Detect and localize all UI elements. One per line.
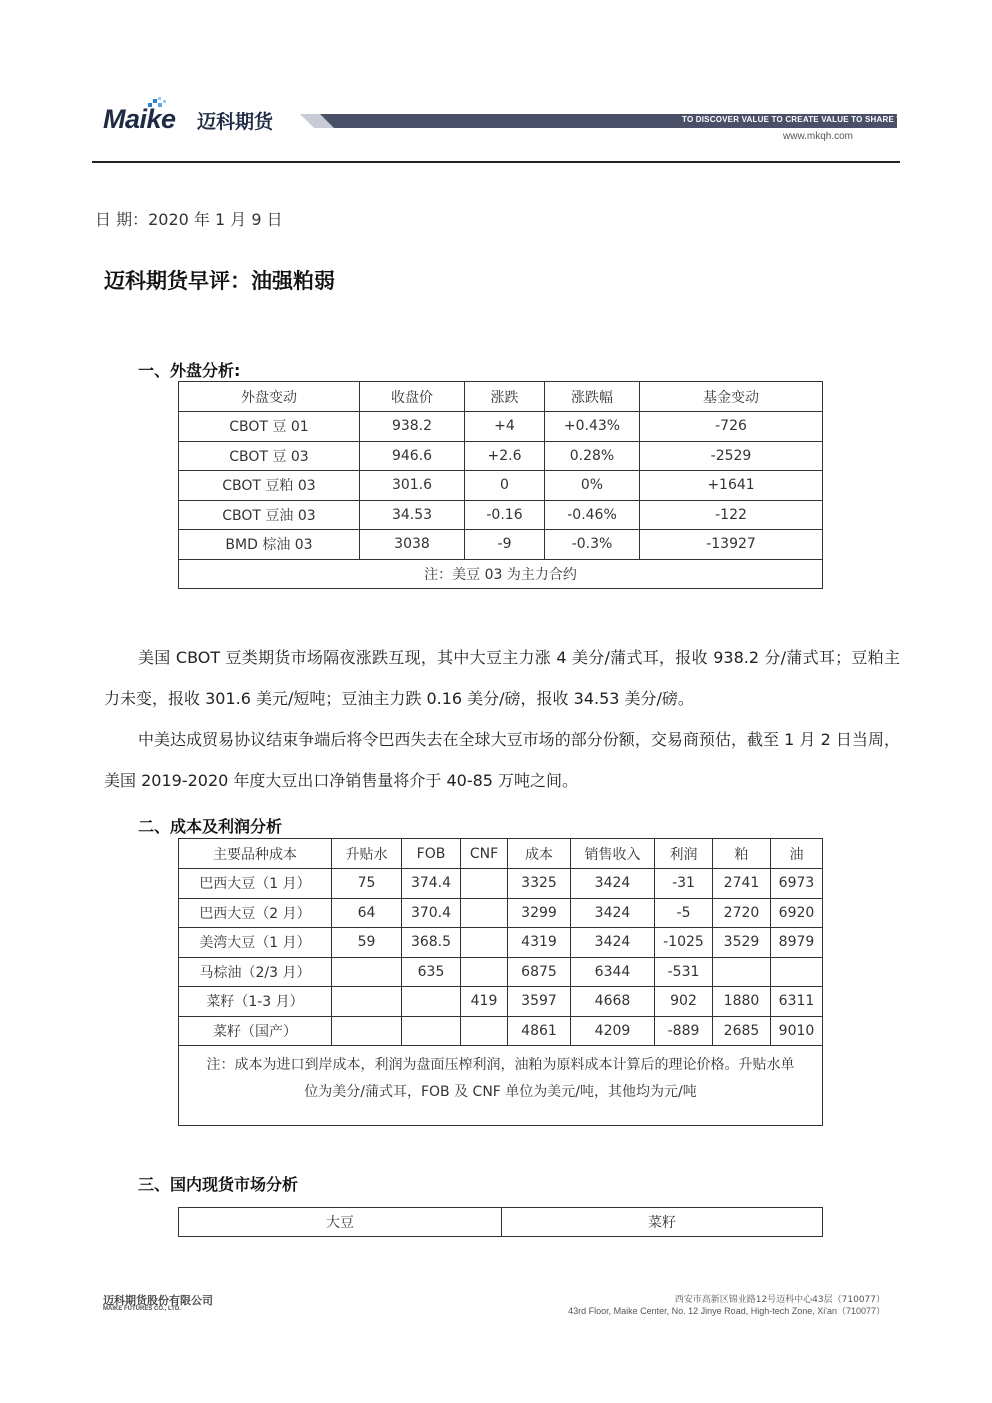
table1-cell: -9 [465,530,545,560]
table2-header-cell: 主要品种成本 [179,839,332,869]
logo-text: Maike [103,104,176,134]
table2-note-line2: 位为美分/蒲式耳，FOB 及 CNF 单位为美元/吨，其他均为元/吨 [304,1084,697,1100]
table2-cell [402,987,461,1017]
footer-address-cn: 西安市高新区锦业路12号迈科中心43层（710077） [674,1295,885,1305]
table1-cell: 0 [465,471,545,501]
section3-heading: 三、国内现货市场分析 [138,1175,299,1194]
table1-cell: CBOT 豆 03 [179,441,360,471]
table2-cell: 3424 [571,869,655,899]
table1-row [179,530,823,560]
spot-col-soybean: 大豆 [179,1208,502,1237]
overseas-market-table [178,381,823,589]
table1-cell: 938.2 [360,412,465,442]
table2-cell: 3597 [508,987,571,1017]
date-line: 日 期：2020 年 1 月 9 日 [95,210,283,229]
table2-header-cell: 粕 [713,839,771,869]
paragraph-1: 美国 CBOT 豆类期货市场隔夜涨跌互现，其中大豆主力涨 4 美分/蒲式耳，报收 938.2 分/蒲式耳；豆粕主力未变，报收 301.6 美元/短吨；豆油主力跌 0.16 美分/磅，报收 34.53 美分/磅。 [104,648,900,708]
table1-row [179,500,823,530]
table2-cell: 巴西大豆（1 月） [179,869,332,899]
table2-header-cell: 销售收入 [571,839,655,869]
table2-cell [332,987,402,1017]
spot-market-table [178,1207,823,1237]
table2-cell [402,1016,461,1046]
page-title: 迈科期货早评：油强粕弱 [104,269,335,293]
table2-cell: 6311 [771,987,823,1017]
table2-cell: -31 [655,869,713,899]
table2-cell: -531 [655,957,713,987]
table2-cell: 419 [461,987,508,1017]
table2-cell: 2685 [713,1016,771,1046]
table1-header-cell: 基金变动 [640,382,823,412]
table1-cell: -2529 [640,441,823,471]
table2-header-cell: 升贴水 [332,839,402,869]
table1-cell: CBOT 豆油 03 [179,500,360,530]
table2-cell: 2741 [713,869,771,899]
table2-row [179,1016,823,1046]
table2-cell: 6875 [508,957,571,987]
table1-cell: +1641 [640,471,823,501]
table2-cell: 3529 [713,928,771,958]
footer-company-en: MAIKE FUTURES CO., LTD. [103,1306,181,1312]
table2-cell: 4319 [508,928,571,958]
table1-cell: +4 [465,412,545,442]
table2-cell [461,869,508,899]
table1-cell: -122 [640,500,823,530]
table2-cell: -889 [655,1016,713,1046]
table2-cell: 1880 [713,987,771,1017]
header-divider [92,161,900,163]
table1-cell: CBOT 豆粕 03 [179,471,360,501]
table1-row [179,441,823,471]
table1-row [179,471,823,501]
table1-cell: BMD 棕油 03 [179,530,360,560]
table2-cell: -1025 [655,928,713,958]
table1-note: 注：美豆 03 为主力合约 [179,559,823,588]
table2-note-line1: 注：成本为进口到岸成本，利润为盘面压榨利润，油粕为原料成本计算后的理论价格。升贴水单 [206,1057,795,1073]
table2-cell [332,957,402,987]
table2-cell [771,957,823,987]
table1-header-cell: 收盘价 [360,382,465,412]
table2-cell: 6973 [771,869,823,899]
table1-header-cell: 外盘变动 [179,382,360,412]
table2-cell: 902 [655,987,713,1017]
table2-row [179,928,823,958]
table2-cell: 4861 [508,1016,571,1046]
section2-heading: 二、成本及利润分析 [138,817,283,836]
table2-cell: 6920 [771,898,823,928]
table1-cell: -0.46% [545,500,640,530]
table1-cell: +2.6 [465,441,545,471]
table1-cell: 946.6 [360,441,465,471]
table2-cell [461,928,508,958]
table2-cell [461,1016,508,1046]
section1-heading: 一、外盘分析: [138,361,241,380]
logo-cn: 迈科期货 [197,111,274,133]
table2-cell [461,898,508,928]
table1-header-cell: 涨跌 [465,382,545,412]
table2-cell: 3299 [508,898,571,928]
table2-cell: 马棕油（2/3 月） [179,957,332,987]
table2-row [179,898,823,928]
slogan-text: TO DISCOVER VALUE TO CREATE VALUE TO SHARE VALUE [682,115,924,124]
paragraph-2: 中美达成贸易协议结束争端后将令巴西失去在全球大豆市场的部分份额，交易商预估，截至 1 月 2 日当周，美国 2019-2020 年度大豆出口净销售量将介于 40-85 万吨之间。 [104,730,900,790]
table2-cell: 75 [332,869,402,899]
table2-header-cell: 利润 [655,839,713,869]
table2-cell: 4668 [571,987,655,1017]
table2-header-cell: CNF [461,839,508,869]
table1-cell: -13927 [640,530,823,560]
table1-header-cell: 涨跌幅 [545,382,640,412]
table2-cell: 美湾大豆（1 月） [179,928,332,958]
cost-profit-table [178,838,823,1126]
table2-cell: 菜籽（1-3 月） [179,987,332,1017]
table1-cell: -726 [640,412,823,442]
table2-cell [332,1016,402,1046]
footer-address-en: 43rd Floor, Maike Center, No. 12 Jinye Road, High-tech Zone, Xi'an（710077） [568,1306,885,1316]
table2-row [179,957,823,987]
table2-cell: 6344 [571,957,655,987]
table1-cell: CBOT 豆 01 [179,412,360,442]
table2-header-cell: 成本 [508,839,571,869]
table1-cell: 3038 [360,530,465,560]
table2-cell: 3325 [508,869,571,899]
table2-cell: 9010 [771,1016,823,1046]
table1-cell: 0% [545,471,640,501]
analysis-text [104,637,900,801]
table1-cell: -0.3% [545,530,640,560]
table1-cell: 34.53 [360,500,465,530]
table2-row [179,869,823,899]
table2-cell: 2720 [713,898,771,928]
table1-row [179,412,823,442]
table2-cell: 4209 [571,1016,655,1046]
website-url[interactable]: www.mkqh.com [783,131,854,142]
table2-note [179,1046,823,1126]
table2-cell: 370.4 [402,898,461,928]
table1-cell: 0.28% [545,441,640,471]
table2-cell: 8979 [771,928,823,958]
table1-cell: 301.6 [360,471,465,501]
table2-cell [713,957,771,987]
spot-col-rapeseed: 菜籽 [502,1208,823,1237]
table2-cell: 59 [332,928,402,958]
table2-cell: 3424 [571,928,655,958]
table1-cell: -0.16 [465,500,545,530]
table2-header-cell: 油 [771,839,823,869]
footer-company-cn: 迈科期货股份有限公司 [103,1294,213,1307]
table2-cell: 374.4 [402,869,461,899]
table2-cell: 368.5 [402,928,461,958]
table2-header-cell: FOB [402,839,461,869]
table1-cell: +0.43% [545,412,640,442]
table2-cell [461,957,508,987]
table2-cell: 3424 [571,898,655,928]
table2-cell: 巴西大豆（2 月） [179,898,332,928]
table2-row [179,987,823,1017]
table2-cell: 菜籽（国产） [179,1016,332,1046]
table2-cell: 635 [402,957,461,987]
table2-cell: -5 [655,898,713,928]
table2-cell: 64 [332,898,402,928]
